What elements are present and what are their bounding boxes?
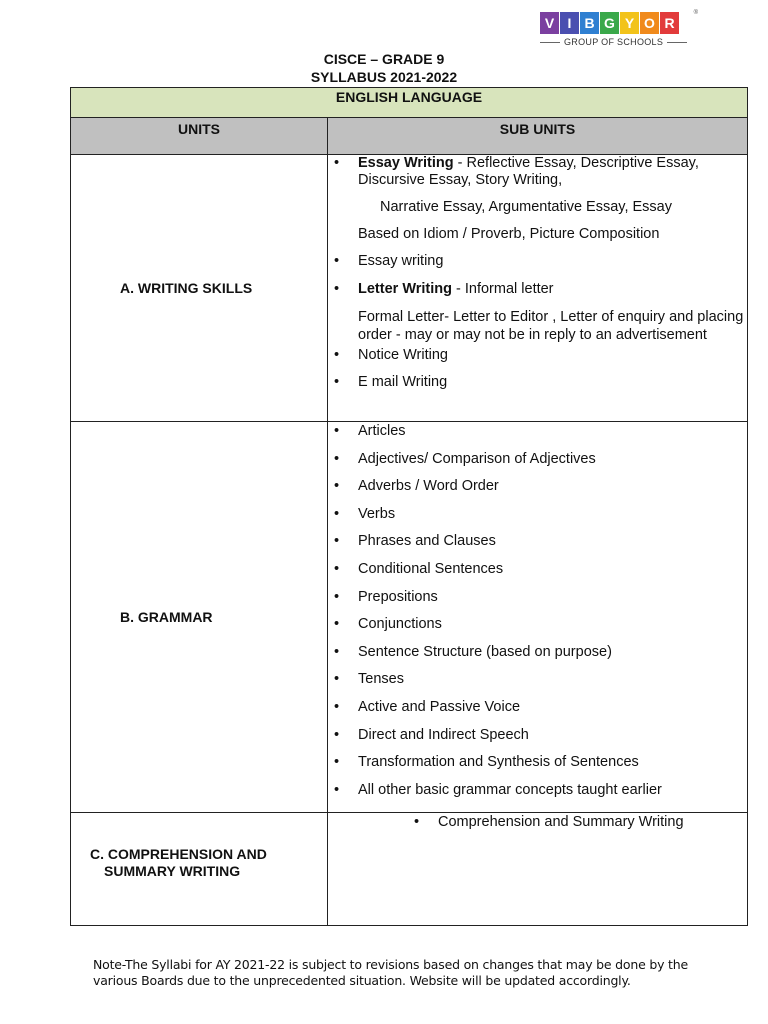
list-item: • Conditional Sentences	[328, 561, 747, 578]
logo-letter: Y	[620, 12, 639, 34]
list-item	[328, 253, 747, 270]
footer-note-line1: Note-The Syllabi for AY 2021-22 is subject to revisions based on changes that may be done by the	[93, 957, 688, 972]
logo-letter: B	[580, 12, 599, 34]
comprehension-subunits-list	[328, 814, 747, 831]
list-item: • Adjectives/ Comparison of Adjectives	[328, 451, 747, 468]
list-item	[328, 308, 747, 344]
unit-writing-skills: A. WRITING SKILLS	[71, 155, 328, 422]
comprehension-unit-line2: SUMMARY WRITING	[104, 863, 241, 879]
logo-letter: V	[540, 12, 559, 34]
document-subtitle: SYLLABUS 2021-2022	[310, 69, 458, 85]
logo-letter: O	[640, 12, 659, 34]
subject-header: ENGLISH LANGUAGE	[71, 88, 748, 118]
list-item	[328, 199, 747, 216]
subject-row	[71, 88, 748, 118]
column-header-row	[71, 118, 748, 155]
list-item: • Direct and Indirect Speech	[328, 727, 747, 744]
list-item: • Adverbs / Word Order	[328, 478, 747, 495]
letter-types-text: - Informal letter	[451, 281, 554, 297]
trademark-symbol: ®	[693, 10, 698, 16]
list-item: • All other basic grammar concepts taught earlier	[328, 782, 747, 799]
list-item	[328, 281, 747, 298]
list-item: • Transformation and Synthesis of Sentences	[328, 754, 747, 771]
essay-types-text: - Reflective Essay, Descriptive Essay, Discursive Essay, Story Writing,	[358, 155, 699, 188]
writing-subunits-list	[328, 155, 747, 391]
unit-grammar: B. GRAMMAR	[71, 422, 328, 813]
list-item: • Sentence Structure (based on purpose)	[328, 644, 747, 661]
writing-subunits-cell	[328, 155, 748, 422]
list-item: • Comprehension and Summary Writing	[408, 814, 747, 831]
list-item: • Articles	[328, 423, 747, 440]
grammar-row	[71, 422, 748, 813]
formal-letter-text: Formal Letter- Letter to Editor , Letter of enquiry and placing order - may or may not be in reply to an advertisement	[358, 309, 744, 343]
notice-writing-item: Notice Writing	[358, 347, 448, 363]
list-item: • Phrases and Clauses	[328, 533, 747, 550]
list-item	[328, 226, 747, 243]
logo-rule-right	[667, 42, 687, 43]
logo-letter: G	[600, 12, 619, 34]
comprehension-row	[71, 813, 748, 926]
footer-note	[93, 957, 688, 989]
essay-types-continued-2: Based on Idiom / Proverb, Picture Composition	[358, 226, 660, 242]
units-column-header: UNITS	[71, 118, 328, 155]
list-item	[328, 347, 747, 364]
email-writing-item: E mail Writing	[358, 374, 448, 390]
list-item	[328, 155, 747, 189]
syllabus-table	[70, 87, 748, 926]
list-item: • Conjunctions	[328, 616, 747, 633]
list-item: • Tenses	[328, 671, 747, 688]
footer-note-line2: various Boards due to the unprecedented situation. Website will be updated accordingly.	[93, 973, 631, 988]
list-item: • Active and Passive Voice	[328, 699, 747, 716]
writing-skills-row	[71, 155, 748, 422]
unit-comprehension	[71, 813, 328, 926]
vibgyor-logo	[540, 12, 698, 52]
document-title: CISCE – GRADE 9	[323, 51, 445, 67]
subunits-column-header: SUB UNITS	[328, 118, 748, 155]
logo-letter: I	[560, 12, 579, 34]
list-item: • Verbs	[328, 506, 747, 523]
grammar-subunits-list	[328, 423, 747, 799]
list-item: • Prepositions	[328, 589, 747, 606]
list-item	[328, 374, 747, 391]
logo-subtitle-row	[540, 37, 698, 47]
letter-writing-heading: Letter Writing	[358, 281, 452, 297]
logo-letter: R	[660, 12, 679, 34]
logo-subtitle: GROUP OF SCHOOLS	[564, 37, 664, 47]
essay-types-continued: Narrative Essay, Argumentative Essay, Essay	[380, 199, 672, 215]
logo-rule-left	[540, 42, 560, 43]
essay-writing-heading: Essay Writing	[358, 155, 454, 171]
grammar-subunits-cell	[328, 422, 748, 813]
comprehension-subunits-cell	[328, 813, 748, 926]
logo-letters	[540, 12, 698, 34]
comprehension-unit-line1: C. COMPREHENSION AND	[90, 846, 267, 862]
essay-writing-item: Essay writing	[358, 253, 444, 269]
